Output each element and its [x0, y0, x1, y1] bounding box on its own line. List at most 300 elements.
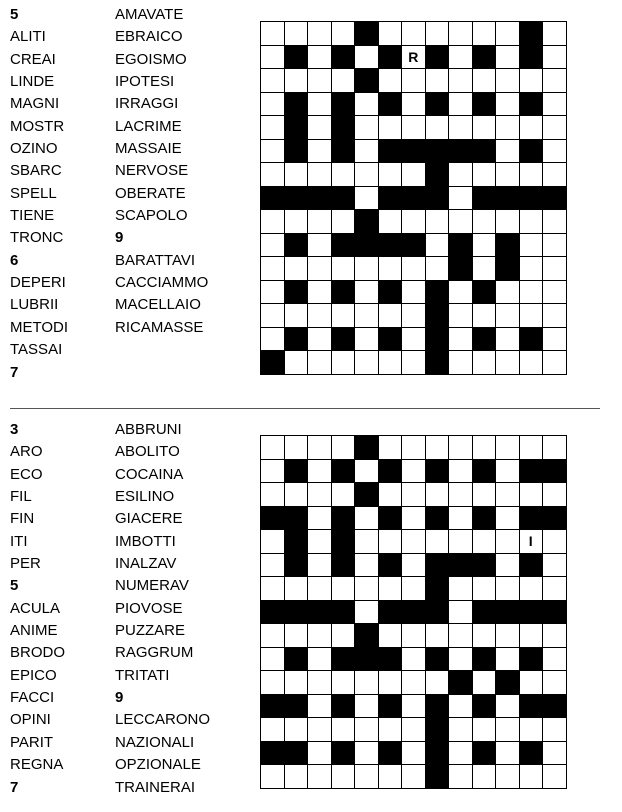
grid-cell[interactable]: [308, 69, 332, 93]
grid-cell[interactable]: [496, 530, 520, 554]
grid-row: [261, 741, 567, 765]
grid-cell[interactable]: [543, 304, 567, 328]
grid-cell[interactable]: [496, 139, 520, 163]
grid-cell[interactable]: [496, 45, 520, 69]
grid-cell[interactable]: [425, 483, 449, 507]
grid-cell[interactable]: [261, 624, 285, 648]
grid-cell[interactable]: [543, 483, 567, 507]
black-cell: [472, 741, 496, 765]
grid-cell[interactable]: [402, 530, 426, 554]
grid-cell[interactable]: [472, 69, 496, 93]
grid-cell[interactable]: [261, 671, 285, 695]
grid-cell[interactable]: [496, 116, 520, 140]
grid-cell[interactable]: [496, 459, 520, 483]
grid-cell[interactable]: [496, 483, 520, 507]
grid-cell[interactable]: [355, 92, 379, 116]
black-cell: [425, 92, 449, 116]
black-cell: [284, 553, 308, 577]
grid-row: [261, 530, 567, 554]
grid-cell[interactable]: [472, 577, 496, 601]
grid-cell[interactable]: [449, 22, 473, 46]
grid-cell[interactable]: [543, 624, 567, 648]
grid-cell[interactable]: [261, 210, 285, 234]
grid-cell[interactable]: [284, 671, 308, 695]
grid-cell[interactable]: [284, 624, 308, 648]
grid-cell[interactable]: [519, 436, 543, 460]
grid-cell[interactable]: [331, 624, 355, 648]
grid-cell[interactable]: [449, 186, 473, 210]
black-cell: [496, 671, 520, 695]
grid-cell[interactable]: [284, 351, 308, 375]
grid-cell[interactable]: [543, 233, 567, 257]
grid-cell[interactable]: [425, 257, 449, 281]
grid-cell[interactable]: [378, 483, 402, 507]
grid-cell[interactable]: [496, 210, 520, 234]
grid-cell[interactable]: [472, 765, 496, 789]
grid-cell[interactable]: [308, 506, 332, 530]
grid-cell[interactable]: [402, 257, 426, 281]
grid-cell[interactable]: [425, 671, 449, 695]
grid-cell[interactable]: [449, 483, 473, 507]
grid-cell[interactable]: [449, 280, 473, 304]
grid-cell[interactable]: [308, 765, 332, 789]
word-entry: INALZAV: [115, 555, 177, 573]
grid-cell[interactable]: [355, 741, 379, 765]
grid-cell[interactable]: [519, 671, 543, 695]
grid-cell[interactable]: [449, 577, 473, 601]
grid-cell[interactable]: [261, 577, 285, 601]
grid-cell[interactable]: [355, 530, 379, 554]
grid-cell[interactable]: [331, 436, 355, 460]
grid-cell[interactable]: [378, 765, 402, 789]
grid-cell[interactable]: [519, 351, 543, 375]
grid-cell[interactable]: [543, 210, 567, 234]
grid-cell[interactable]: [496, 624, 520, 648]
grid-cell[interactable]: [543, 116, 567, 140]
black-cell: [261, 694, 285, 718]
grid-cell[interactable]: [449, 116, 473, 140]
grid-cell[interactable]: [543, 163, 567, 187]
grid-cell[interactable]: [261, 765, 285, 789]
black-cell: [261, 351, 285, 375]
grid-cell[interactable]: [308, 741, 332, 765]
grid-cell[interactable]: [519, 69, 543, 93]
grid-cell[interactable]: [425, 210, 449, 234]
grid-cell[interactable]: [425, 233, 449, 257]
grid-cell[interactable]: [331, 163, 355, 187]
grid-cell[interactable]: [543, 671, 567, 695]
grid-cell[interactable]: [378, 351, 402, 375]
grid-cell[interactable]: [284, 304, 308, 328]
grid-cell[interactable]: [261, 647, 285, 671]
grid-cell[interactable]: [449, 459, 473, 483]
grid-cell[interactable]: [308, 22, 332, 46]
grid-cell[interactable]: [308, 577, 332, 601]
word-entry: LACRIME: [115, 117, 182, 135]
grid-cell[interactable]: [284, 69, 308, 93]
grid-cell[interactable]: [378, 624, 402, 648]
word-list-column-3: [10, 419, 65, 799]
grid-cell[interactable]: [355, 116, 379, 140]
grid-cell[interactable]: [308, 351, 332, 375]
grid-cell[interactable]: [543, 327, 567, 351]
grid-cell[interactable]: [378, 577, 402, 601]
grid-cell[interactable]: [355, 186, 379, 210]
grid-cell[interactable]: [519, 483, 543, 507]
grid-cell[interactable]: [308, 624, 332, 648]
black-cell: [543, 186, 567, 210]
grid-cell[interactable]: [331, 483, 355, 507]
grid-cell[interactable]: [378, 210, 402, 234]
grid-cell[interactable]: [261, 483, 285, 507]
black-cell: [261, 600, 285, 624]
grid-cell[interactable]: [308, 436, 332, 460]
black-cell: [284, 506, 308, 530]
grid-cell[interactable]: [402, 459, 426, 483]
grid-cell[interactable]: [543, 577, 567, 601]
grid-cell[interactable]: [355, 553, 379, 577]
grid-cell[interactable]: [284, 257, 308, 281]
grid-cell[interactable]: [402, 624, 426, 648]
grid-cell[interactable]: [519, 718, 543, 742]
grid-cell[interactable]: [543, 351, 567, 375]
grid-cell[interactable]: [472, 304, 496, 328]
grid-cell[interactable]: [472, 22, 496, 46]
grid-cell[interactable]: [355, 139, 379, 163]
grid-cell[interactable]: [472, 163, 496, 187]
grid-cell[interactable]: [402, 304, 426, 328]
grid-cell[interactable]: [331, 671, 355, 695]
grid-cell[interactable]: [378, 22, 402, 46]
grid-cell[interactable]: [308, 304, 332, 328]
grid-cell[interactable]: [402, 506, 426, 530]
grid-cell[interactable]: [472, 483, 496, 507]
grid-cell[interactable]: [355, 327, 379, 351]
black-cell: [261, 186, 285, 210]
grid-cell[interactable]: [449, 163, 473, 187]
grid-cell[interactable]: [496, 694, 520, 718]
grid-cell[interactable]: [543, 647, 567, 671]
word-entry: LINDE: [10, 73, 55, 91]
grid-cell[interactable]: [355, 280, 379, 304]
grid-cell[interactable]: [449, 45, 473, 69]
grid-row: [261, 765, 567, 789]
grid-cell[interactable]: [472, 233, 496, 257]
grid-cell[interactable]: [472, 624, 496, 648]
grid-cell[interactable]: [284, 718, 308, 742]
grid-cell[interactable]: [402, 436, 426, 460]
grid-cell[interactable]: [378, 116, 402, 140]
grid-cell[interactable]: [519, 280, 543, 304]
grid-cell[interactable]: [543, 22, 567, 46]
grid-cell[interactable]: [402, 327, 426, 351]
grid-cell[interactable]: [496, 577, 520, 601]
grid-cell[interactable]: [402, 116, 426, 140]
grid-cell[interactable]: [331, 22, 355, 46]
black-cell: [519, 506, 543, 530]
grid-cell[interactable]: [261, 327, 285, 351]
grid-cell[interactable]: [519, 163, 543, 187]
grid-cell[interactable]: [402, 351, 426, 375]
grid-cell[interactable]: [308, 139, 332, 163]
black-cell: [472, 45, 496, 69]
grid-cell[interactable]: [519, 765, 543, 789]
grid-cell[interactable]: [449, 436, 473, 460]
black-cell: [378, 233, 402, 257]
crossword-grid-2: [260, 435, 567, 789]
grid-cell[interactable]: [261, 45, 285, 69]
grid-cell[interactable]: [331, 69, 355, 93]
grid-cell[interactable]: [308, 647, 332, 671]
grid-cell[interactable]: [355, 257, 379, 281]
grid-cell[interactable]: [543, 45, 567, 69]
grid-cell[interactable]: [449, 600, 473, 624]
grid-cell[interactable]: [331, 304, 355, 328]
grid-cell[interactable]: [543, 139, 567, 163]
grid-cell[interactable]: [284, 163, 308, 187]
grid-cell[interactable]: [261, 436, 285, 460]
grid-cell[interactable]: [425, 69, 449, 93]
grid-cell[interactable]: [472, 257, 496, 281]
grid-row: [261, 694, 567, 718]
grid-cell[interactable]: [378, 163, 402, 187]
grid-cell[interactable]: [261, 304, 285, 328]
grid-cell[interactable]: [308, 92, 332, 116]
grid-cell[interactable]: [425, 22, 449, 46]
grid-cell[interactable]: [284, 765, 308, 789]
grid-cell[interactable]: [355, 600, 379, 624]
grid-cell[interactable]: [261, 530, 285, 554]
grid-cell[interactable]: [496, 506, 520, 530]
grid-cell[interactable]: [308, 45, 332, 69]
grid-cell[interactable]: [496, 304, 520, 328]
grid-cell[interactable]: [519, 116, 543, 140]
grid-cell[interactable]: [402, 483, 426, 507]
grid-cell[interactable]: [449, 351, 473, 375]
grid-cell[interactable]: [519, 577, 543, 601]
grid-cell[interactable]: [543, 257, 567, 281]
grid-cell[interactable]: [261, 233, 285, 257]
grid-cell[interactable]: [543, 553, 567, 577]
black-cell: [519, 327, 543, 351]
grid-cell[interactable]: [402, 718, 426, 742]
grid-cell[interactable]: [355, 765, 379, 789]
grid-cell[interactable]: [402, 647, 426, 671]
grid-cell[interactable]: [449, 624, 473, 648]
grid-cell[interactable]: [496, 163, 520, 187]
grid-cell[interactable]: [472, 530, 496, 554]
grid-cell[interactable]: [496, 718, 520, 742]
grid-cell[interactable]: [543, 92, 567, 116]
grid-cell[interactable]: [519, 304, 543, 328]
grid-cell[interactable]: [261, 280, 285, 304]
grid-cell[interactable]: [355, 718, 379, 742]
grid-cell[interactable]: [496, 69, 520, 93]
grid-cell[interactable]: [331, 577, 355, 601]
grid-cell[interactable]: [519, 233, 543, 257]
grid-cell[interactable]: [402, 741, 426, 765]
grid-cell[interactable]: [308, 327, 332, 351]
word-entry: NUMERAV: [115, 577, 189, 595]
grid-cell[interactable]: [472, 436, 496, 460]
grid-cell[interactable]: [355, 45, 379, 69]
grid-cell[interactable]: [284, 577, 308, 601]
grid-cell[interactable]: [378, 671, 402, 695]
grid-cell[interactable]: [261, 718, 285, 742]
black-cell: [543, 506, 567, 530]
grid-cell[interactable]: [378, 257, 402, 281]
grid-cell[interactable]: [261, 163, 285, 187]
grid-cell[interactable]: [355, 459, 379, 483]
grid-cell[interactable]: [308, 163, 332, 187]
black-cell: [543, 600, 567, 624]
grid-cell[interactable]: [402, 92, 426, 116]
grid-row: [261, 327, 567, 351]
grid-cell[interactable]: [425, 624, 449, 648]
grid-cell[interactable]: [543, 69, 567, 93]
grid-cell[interactable]: [331, 765, 355, 789]
grid-cell[interactable]: [496, 647, 520, 671]
grid-cell[interactable]: [472, 210, 496, 234]
grid-cell[interactable]: [543, 530, 567, 554]
grid-cell[interactable]: R: [402, 45, 426, 69]
grid-cell[interactable]: [331, 718, 355, 742]
grid-cell[interactable]: [261, 257, 285, 281]
grid-cell[interactable]: [378, 304, 402, 328]
grid-cell[interactable]: [331, 351, 355, 375]
word-entry: PER: [10, 555, 41, 573]
grid-cell[interactable]: [331, 257, 355, 281]
grid-cell[interactable]: [308, 718, 332, 742]
grid-cell[interactable]: [472, 351, 496, 375]
grid-cell[interactable]: [308, 280, 332, 304]
grid-cell[interactable]: [331, 210, 355, 234]
grid-cell[interactable]: [449, 765, 473, 789]
grid-cell[interactable]: [402, 280, 426, 304]
grid-cell[interactable]: [449, 647, 473, 671]
grid-cell[interactable]: [308, 553, 332, 577]
grid-cell[interactable]: [449, 741, 473, 765]
black-cell: [378, 741, 402, 765]
grid-cell[interactable]: [543, 765, 567, 789]
grid-cell[interactable]: [402, 577, 426, 601]
grid-cell[interactable]: [425, 530, 449, 554]
grid-cell[interactable]: [402, 765, 426, 789]
grid-cell[interactable]: [284, 483, 308, 507]
grid-cell[interactable]: [378, 718, 402, 742]
grid-cell[interactable]: [425, 116, 449, 140]
word-entry: ITI: [10, 532, 28, 550]
grid-cell[interactable]: [308, 257, 332, 281]
grid-cell[interactable]: [543, 280, 567, 304]
grid-cell[interactable]: [496, 553, 520, 577]
grid-cell[interactable]: [308, 694, 332, 718]
grid-cell[interactable]: [355, 163, 379, 187]
grid-cell[interactable]: [378, 436, 402, 460]
grid-cell[interactable]: [472, 671, 496, 695]
grid-cell[interactable]: [261, 69, 285, 93]
grid-cell[interactable]: [308, 459, 332, 483]
grid-cell[interactable]: [261, 553, 285, 577]
grid-cell[interactable]: [378, 69, 402, 93]
grid-cell[interactable]: [261, 116, 285, 140]
grid-cell[interactable]: [496, 765, 520, 789]
grid-cell[interactable]: [355, 304, 379, 328]
grid-cell[interactable]: [308, 671, 332, 695]
grid-cell[interactable]: [261, 92, 285, 116]
grid-cell[interactable]: [496, 351, 520, 375]
grid-cell[interactable]: [496, 280, 520, 304]
word-list-column-2: [115, 4, 208, 339]
grid-cell[interactable]: [402, 694, 426, 718]
grid-cell[interactable]: [308, 210, 332, 234]
grid-cell[interactable]: [543, 718, 567, 742]
grid-cell[interactable]: [543, 741, 567, 765]
grid-cell[interactable]: [284, 210, 308, 234]
length-heading: 9: [115, 689, 124, 707]
grid-cell[interactable]: [261, 139, 285, 163]
grid-cell[interactable]: [355, 577, 379, 601]
grid-cell[interactable]: [402, 671, 426, 695]
word-entry: RAGGRUM: [115, 644, 194, 662]
grid-cell[interactable]: [543, 436, 567, 460]
grid-cell[interactable]: [402, 163, 426, 187]
grid-cell[interactable]: [308, 116, 332, 140]
black-cell: [519, 186, 543, 210]
grid-cell[interactable]: [308, 530, 332, 554]
grid-cell[interactable]: [402, 22, 426, 46]
grid-cell[interactable]: [402, 210, 426, 234]
grid-cell[interactable]: [449, 694, 473, 718]
grid-cell[interactable]: [449, 92, 473, 116]
grid-cell[interactable]: [519, 210, 543, 234]
black-cell: [519, 459, 543, 483]
grid-cell[interactable]: [402, 69, 426, 93]
grid-cell[interactable]: [449, 327, 473, 351]
grid-cell[interactable]: [472, 718, 496, 742]
grid-cell[interactable]: [425, 436, 449, 460]
grid-cell[interactable]: [355, 694, 379, 718]
black-cell: [378, 186, 402, 210]
grid-cell[interactable]: [496, 741, 520, 765]
grid-cell[interactable]: [496, 327, 520, 351]
grid-cell[interactable]: [519, 624, 543, 648]
grid-cell[interactable]: [355, 351, 379, 375]
grid-cell[interactable]: [496, 436, 520, 460]
grid-cell[interactable]: [449, 718, 473, 742]
grid-cell[interactable]: [378, 530, 402, 554]
grid-cell[interactable]: [402, 553, 426, 577]
grid-cell[interactable]: [355, 506, 379, 530]
grid-cell[interactable]: [449, 304, 473, 328]
grid-cell[interactable]: [449, 210, 473, 234]
grid-cell[interactable]: [308, 483, 332, 507]
grid-cell[interactable]: [496, 22, 520, 46]
grid-cell[interactable]: [449, 506, 473, 530]
grid-cell[interactable]: [261, 459, 285, 483]
grid-cell[interactable]: [355, 671, 379, 695]
grid-cell[interactable]: [261, 22, 285, 46]
grid-cell[interactable]: [284, 436, 308, 460]
grid-cell[interactable]: [472, 116, 496, 140]
grid-cell[interactable]: [284, 22, 308, 46]
grid-cell[interactable]: [496, 92, 520, 116]
grid-cell[interactable]: [308, 233, 332, 257]
grid-cell[interactable]: [449, 69, 473, 93]
grid-cell[interactable]: [519, 257, 543, 281]
grid-cell[interactable]: I: [519, 530, 543, 554]
grid-cell[interactable]: [449, 530, 473, 554]
